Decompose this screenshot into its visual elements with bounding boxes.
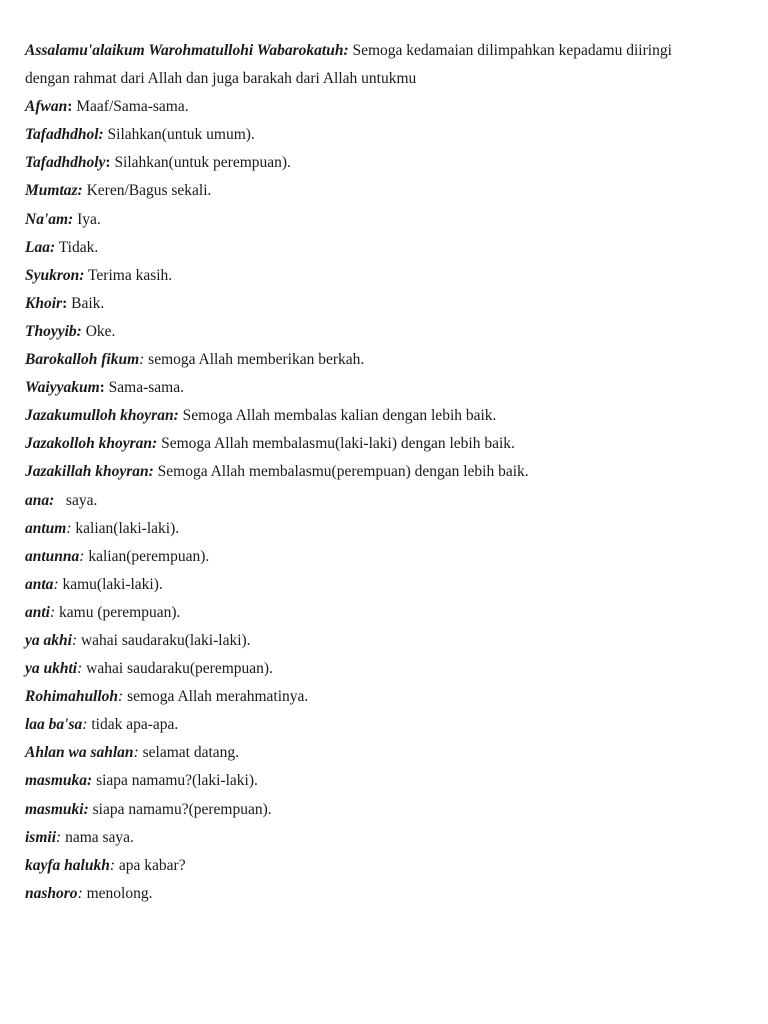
entry-separator: :: [49, 603, 56, 621]
glossary-entry: [25, 880, 715, 908]
glossary-entry: [25, 571, 715, 599]
entry-meaning: kamu (perempuan).: [55, 603, 181, 621]
entry-separator: :: [79, 547, 85, 565]
entry-term: Laa:: [25, 238, 56, 256]
entry-separator: :: [66, 519, 72, 537]
glossary-entry: [25, 318, 715, 346]
entry-separator: :: [109, 856, 116, 874]
entry-meaning: Maaf/Sama-sama.: [72, 98, 189, 116]
entry-meaning: siapa namamu?(perempuan).: [88, 800, 272, 818]
entry-term: antunna: [25, 547, 80, 565]
entry-term: ya akhi: [25, 631, 72, 649]
entry-term: Thoyyib:: [25, 322, 82, 340]
entry-separator: :: [82, 716, 88, 734]
entry-term: Afwan: [25, 98, 68, 116]
entry-term: kayfa halukh: [25, 856, 110, 874]
glossary-entry: [25, 599, 715, 627]
entry-term: Jazakillah khoyran:: [25, 463, 154, 481]
entry-term: ismii: [25, 828, 57, 846]
entry-separator: :: [77, 884, 83, 902]
entry-meaning: selamat datang.: [138, 744, 240, 762]
entry-meaning: kalian(perempuan).: [84, 547, 210, 565]
glossary-entry: [25, 487, 715, 515]
entry-meaning: kamu(laki-laki).: [58, 575, 163, 593]
glossary-entry: [25, 683, 715, 711]
glossary-entry: [25, 458, 715, 486]
glossary-entry: [25, 627, 715, 655]
glossary-entry: [25, 206, 715, 234]
entry-meaning: tidak apa-apa.: [87, 716, 179, 734]
entry-term: Mumtaz:: [25, 182, 83, 200]
entry-meaning: Tidak.: [55, 238, 99, 256]
glossary-entry: [25, 177, 715, 205]
entry-separator: :: [56, 828, 62, 846]
glossary-entry: [25, 767, 715, 795]
entry-term: Tafadhdhol:: [25, 126, 104, 144]
entry-term: Assalamu'alaikum Warohmatullohi Wabarokatuh:: [25, 42, 349, 59]
entry-separator: :: [77, 660, 83, 678]
glossary-entry: [25, 739, 715, 767]
entry-meaning: Terima kasih.: [84, 266, 173, 284]
entry-separator: :: [53, 575, 59, 593]
entry-separator: :: [105, 154, 111, 172]
entry-term: Barokalloh fikum: [25, 351, 140, 369]
entry-meaning: siapa namamu?(laki-laki).: [92, 772, 258, 790]
entry-meaning: Silahkan(untuk umum).: [103, 126, 255, 144]
glossary-entry: [25, 262, 715, 290]
glossary-entry: [25, 543, 715, 571]
entry-meaning: saya.: [54, 491, 98, 509]
entry-term: Na'am:: [25, 210, 74, 228]
entry-term: Jazakolloh khoyran:: [25, 435, 158, 453]
entry-term: antum: [25, 519, 67, 537]
glossary-entry: [25, 655, 715, 683]
entry-separator: :: [71, 631, 78, 649]
entry-term: Syukron:: [25, 266, 85, 284]
entry-separator: :: [139, 351, 145, 369]
entry-meaning: wahai saudaraku(laki-laki).: [77, 631, 251, 649]
entry-separator: :: [133, 744, 139, 762]
entry-term: ya ukhti: [25, 660, 78, 678]
entry-meaning: Semoga Allah membalasmu(perempuan) dengan lebih baik.: [153, 463, 529, 481]
entry-term: masmuka:: [25, 772, 93, 790]
entry-term: anti: [25, 603, 50, 621]
entry-term: Tafadhdholy: [25, 154, 106, 172]
entry-separator: :: [99, 379, 105, 397]
entry-term: Rohimahulloh: [25, 688, 119, 706]
entry-term: Jazakumulloh khoyran:: [25, 407, 179, 425]
entry-meaning: Silahkan(untuk perempuan).: [110, 154, 291, 172]
glossary-entry: [25, 430, 715, 458]
glossary-entry: [25, 37, 715, 93]
glossary-entry: [25, 346, 715, 374]
entry-meaning: Semoga Allah membalasmu(laki-laki) dengan lebih baik.: [157, 435, 515, 453]
entry-meaning: semoga Allah memberikan berkah.: [144, 351, 365, 369]
glossary-document: [25, 37, 715, 908]
entry-term: masmuki:: [25, 800, 89, 818]
entry-meaning: menolong.: [82, 884, 153, 902]
entry-meaning: Baik.: [67, 294, 105, 312]
entry-term: anta: [25, 575, 54, 593]
glossary-entry: [25, 374, 715, 402]
glossary-entry: [25, 149, 715, 177]
glossary-entry: [25, 711, 715, 739]
entry-term: Ahlan wa sahlan: [25, 744, 134, 762]
entry-meaning: Keren/Bagus sekali.: [82, 182, 212, 200]
entry-meaning: Oke.: [81, 322, 116, 340]
glossary-entry: [25, 93, 715, 121]
entry-meaning: Sama-sama.: [104, 379, 184, 397]
entry-meaning: Semoga kedamaian dilimpahkan kepadamu diiringi dengan rahmat dari Allah dan juga barakah dari Allah untukmu: [25, 42, 676, 88]
entry-term: Khoir: [25, 294, 63, 312]
entry-separator: :: [62, 294, 68, 312]
entry-separator: :: [118, 688, 124, 706]
glossary-entry: [25, 121, 715, 149]
glossary-entry: [25, 402, 715, 430]
entry-meaning: Semoga Allah membalas kalian dengan lebih baik.: [178, 407, 497, 425]
entry-meaning: wahai saudaraku(perempuan).: [82, 660, 273, 678]
entry-meaning: Iya.: [73, 210, 101, 228]
glossary-entry: [25, 234, 715, 262]
entry-term: nashoro: [25, 884, 78, 902]
glossary-entry: [25, 515, 715, 543]
glossary-entry: [25, 796, 715, 824]
glossary-entry: [25, 852, 715, 880]
entry-meaning: kalian(laki-laki).: [71, 519, 180, 537]
entry-term: laa ba'sa: [25, 716, 83, 734]
entry-meaning: semoga Allah merahmatinya.: [123, 688, 309, 706]
entry-separator: :: [67, 98, 73, 116]
entry-meaning: apa kabar?: [115, 856, 186, 874]
entry-term: Waiyyakum: [25, 379, 100, 397]
glossary-entry: [25, 824, 715, 852]
entry-meaning: nama saya.: [61, 828, 134, 846]
entry-term: ana:: [25, 491, 55, 509]
glossary-entry: [25, 290, 715, 318]
